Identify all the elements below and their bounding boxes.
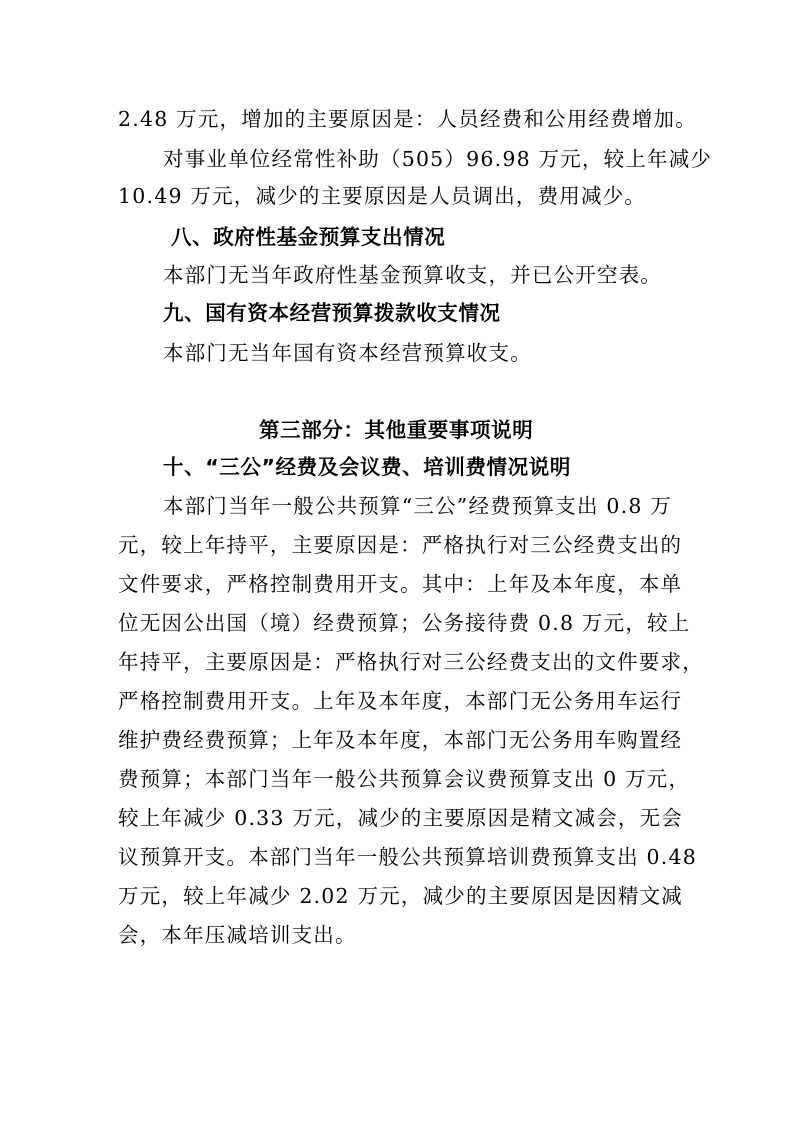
body-text-line: 严格控制费用开支。上年及本年度，本部门无公务用车运行 xyxy=(118,689,683,713)
body-text-line: 本部门无当年政府性基金预算收支，并已公开空表。 xyxy=(163,263,663,287)
body-text-line: 万元，较上年减少 2.02 万元，减少的主要原因是因精文减 xyxy=(118,884,683,908)
body-text-line: 文件要求，严格控制费用开支。其中：上年及本年度，本单 xyxy=(118,572,683,596)
body-text-line: 维护费经费预算；上年及本年度，本部门无公务用车购置经 xyxy=(118,728,683,752)
body-text-line: 对事业单位经常性补助（505）96.98 万元，较上年减少 xyxy=(163,147,713,171)
section-heading-10: 十、“三公”经费及会议费、培训费情况说明 xyxy=(163,455,571,479)
body-text-line: 本部门当年一般公共预算“三公”经费预算支出 0.8 万 xyxy=(163,494,672,518)
body-text-line: 10.49 万元，减少的主要原因是人员调出，费用减少。 xyxy=(118,184,647,208)
part-title: 第三部分：其他重要事项说明 xyxy=(259,418,534,442)
body-text-line: 议预算开支。本部门当年一般公共预算培训费预算支出 0.48 xyxy=(118,845,697,869)
body-text-line: 费预算；本部门当年一般公共预算会议费预算支出 0 万元， xyxy=(118,767,691,791)
body-text-line: 2.48 万元，增加的主要原因是：人员经费和公用经费增加。 xyxy=(118,107,697,131)
body-text-line: 本部门无当年国有资本经营预算收支。 xyxy=(163,341,532,365)
body-text-line: 年持平，主要原因是：严格执行对三公经费支出的文件要求， xyxy=(118,650,704,674)
section-heading-9: 九、国有资本经营预算拨款收支情况 xyxy=(163,301,501,325)
section-heading-8: 八、政府性基金预算支出情况 xyxy=(171,225,446,249)
body-text-line: 元，较上年持平，主要原因是：严格执行对三公经费支出的 xyxy=(118,533,683,557)
body-text-line: 会，本年压减培训支出。 xyxy=(118,923,357,947)
body-text-line: 位无因公出国（境）经费预算；公务接待费 0.8 万元，较上 xyxy=(118,611,691,635)
body-text-line: 较上年减少 0.33 万元，减少的主要原因是精文减会，无会 xyxy=(118,806,683,830)
